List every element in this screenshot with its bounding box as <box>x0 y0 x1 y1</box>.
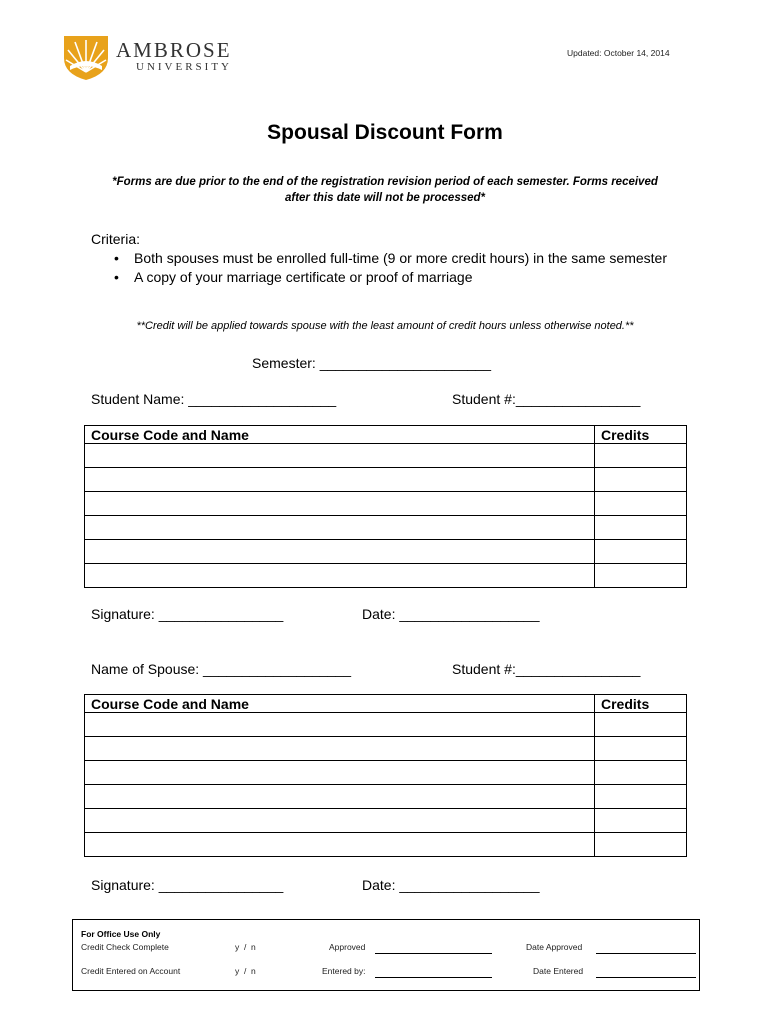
spouse-name-field[interactable]: Name of Spouse: ___________________ <box>91 661 351 677</box>
due-date-notice: *Forms are due prior to the end of the registration revision period of each semester. Forms received after this date will not be processed* <box>112 176 658 204</box>
course-cell[interactable] <box>85 564 595 588</box>
table-row[interactable] <box>85 492 687 516</box>
semester-field[interactable]: Semester: ______________________ <box>252 355 491 371</box>
course-column-header: Course Code and Name <box>85 426 595 444</box>
form-title: Spousal Discount Form <box>267 121 503 144</box>
date-approved-label: Date Approved <box>526 942 583 952</box>
table-row[interactable] <box>85 564 687 588</box>
ambrose-logo-icon <box>62 30 110 80</box>
table-header-row <box>85 695 687 713</box>
table-row[interactable] <box>85 785 687 809</box>
credits-column-header: Credits <box>595 695 687 713</box>
date-approved-line[interactable] <box>596 953 696 954</box>
table-header-row <box>85 426 687 444</box>
table-row[interactable] <box>85 468 687 492</box>
date-entered-line[interactable] <box>596 977 696 978</box>
spouse-signature-field[interactable]: Signature: ________________ <box>91 877 284 893</box>
credits-cell[interactable] <box>595 564 687 588</box>
credits-cell[interactable] <box>595 761 687 785</box>
credits-cell[interactable] <box>595 713 687 737</box>
course-cell[interactable] <box>85 492 595 516</box>
updated-date: Updated: October 14, 2014 <box>567 48 670 58</box>
course-cell[interactable] <box>85 540 595 564</box>
credit-entered-yn[interactable]: y / n <box>235 966 256 976</box>
course-cell[interactable] <box>85 444 595 468</box>
credits-cell[interactable] <box>595 737 687 761</box>
table-row[interactable] <box>85 833 687 857</box>
spouse-course-table <box>84 694 687 857</box>
credits-cell[interactable] <box>595 516 687 540</box>
criteria-label: Criteria: <box>91 231 141 247</box>
table-row[interactable] <box>85 761 687 785</box>
criteria-list <box>110 249 680 286</box>
entered-by-label: Entered by: <box>322 966 366 976</box>
course-cell[interactable] <box>85 713 595 737</box>
credits-cell[interactable] <box>595 492 687 516</box>
criteria-item: • A copy of your marriage certificate or proof of marriage <box>114 268 473 285</box>
credits-cell[interactable] <box>595 809 687 833</box>
spouse-date-field[interactable]: Date: __________________ <box>362 877 540 893</box>
brand-subtitle: UNIVERSITY <box>136 61 232 73</box>
course-cell[interactable] <box>85 468 595 492</box>
course-cell[interactable] <box>85 833 595 857</box>
entered-by-line[interactable] <box>375 977 492 978</box>
table-row[interactable] <box>85 540 687 564</box>
course-cell[interactable] <box>85 737 595 761</box>
bullet-icon: • <box>114 250 119 266</box>
office-use-box <box>72 919 700 991</box>
credits-cell[interactable] <box>595 785 687 809</box>
course-cell[interactable] <box>85 809 595 833</box>
credit-check-label: Credit Check Complete <box>81 942 169 952</box>
course-cell[interactable] <box>85 761 595 785</box>
credits-cell[interactable] <box>595 833 687 857</box>
office-use-heading: For Office Use Only <box>81 929 161 939</box>
brand-name: AMBROSE <box>116 38 232 62</box>
table-row[interactable] <box>85 444 687 468</box>
bullet-icon: • <box>114 268 119 285</box>
credit-note: **Credit will be applied towards spouse with the least amount of credit hours unless otherwise noted.** <box>136 320 634 332</box>
course-cell[interactable] <box>85 516 595 540</box>
criteria-item: • Both spouses must be enrolled full-time (9 or more credit hours) in the same semester <box>114 250 668 266</box>
student-name-field[interactable]: Student Name: ___________________ <box>91 391 337 407</box>
table-row[interactable] <box>85 737 687 761</box>
credit-check-yn[interactable]: y / n <box>235 942 256 952</box>
credits-cell[interactable] <box>595 468 687 492</box>
course-column-header: Course Code and Name <box>85 695 595 713</box>
spouse-student-number-field[interactable]: Student #:________________ <box>452 661 641 677</box>
credits-cell[interactable] <box>595 444 687 468</box>
table-row[interactable] <box>85 516 687 540</box>
student-course-table <box>84 425 687 588</box>
date-entered-label: Date Entered <box>533 966 584 976</box>
approved-line[interactable] <box>375 953 492 954</box>
table-row[interactable] <box>85 713 687 737</box>
course-cell[interactable] <box>85 785 595 809</box>
student-date-field[interactable]: Date: __________________ <box>362 606 540 622</box>
student-number-field[interactable]: Student #:________________ <box>452 391 641 407</box>
credits-column-header: Credits <box>595 426 687 444</box>
student-signature-field[interactable]: Signature: ________________ <box>91 606 284 622</box>
table-row[interactable] <box>85 809 687 833</box>
approved-label: Approved <box>329 942 366 952</box>
credit-entered-label: Credit Entered on Account <box>81 966 181 976</box>
credits-cell[interactable] <box>595 540 687 564</box>
